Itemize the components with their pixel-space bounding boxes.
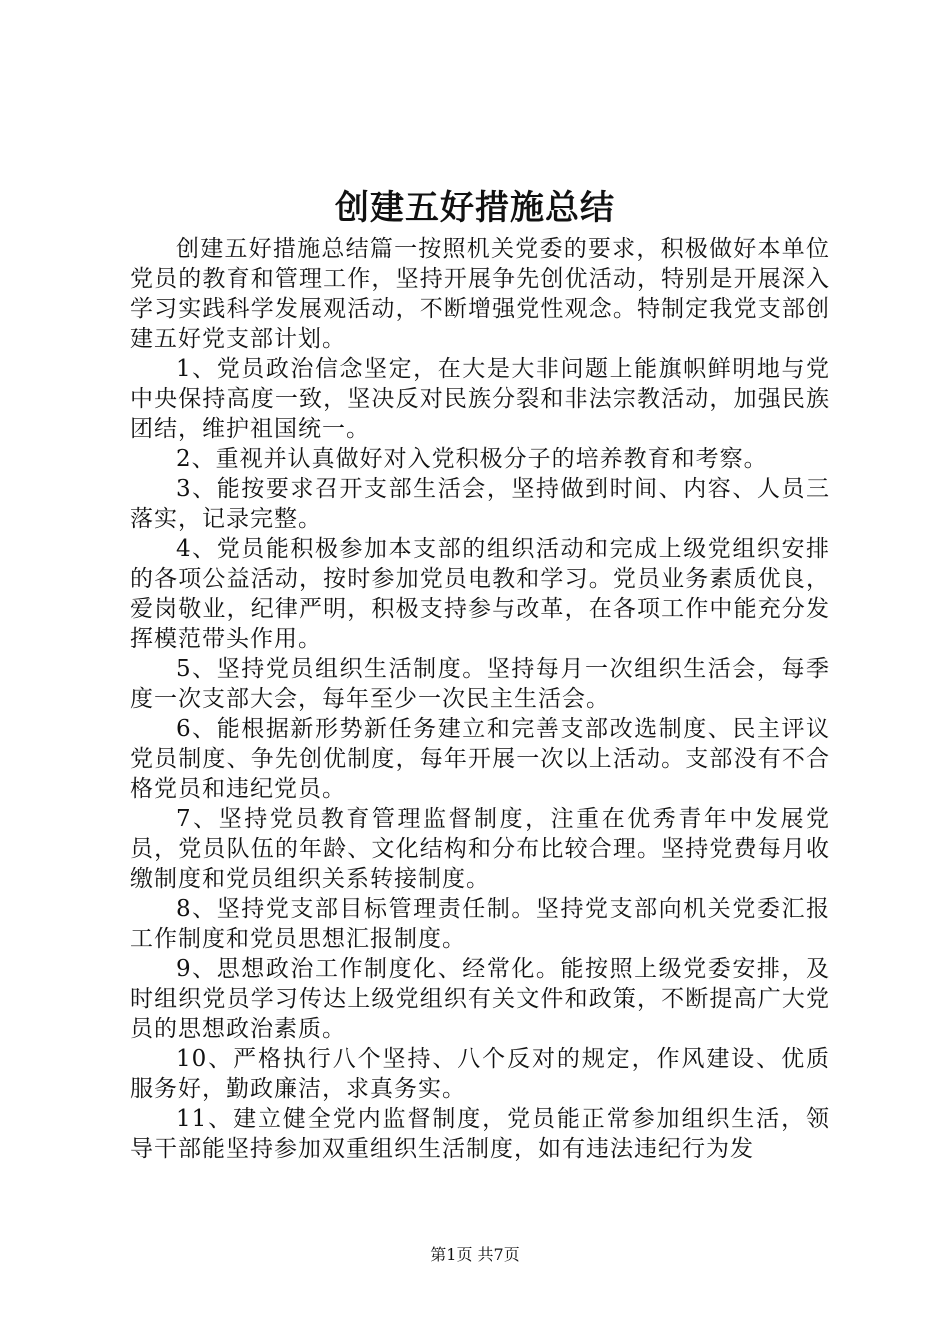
document-body bbox=[130, 234, 830, 1164]
paragraph-item-8: 8、坚持党支部目标管理责任制。坚持党支部向机关党委汇报工作制度和党员思想汇报制度。 bbox=[130, 896, 830, 952]
paragraph-item-3: 3、能按要求召开支部生活会，坚持做到时间、内容、人员三落实，记录完整。 bbox=[130, 476, 830, 532]
paragraph-item-6: 6、能根据新形势新任务建立和完善支部改选制度、民主评议党员制度、争先创优制度，每年开展一次以上活动。支部没有不合格党员和违纪党员。 bbox=[130, 716, 830, 802]
paragraph-item-5: 5、坚持党员组织生活制度。坚持每月一次组织生活会，每季度一次支部大会，每年至少一次民主生活会。 bbox=[130, 656, 830, 712]
paragraph-item-1: 1、党员政治信念坚定，在大是大非问题上能旗帜鲜明地与党中央保持高度一致，坚决反对民族分裂和非法宗教活动，加强民族团结，维护祖国统一。 bbox=[130, 356, 830, 442]
paragraph-item-10: 10、严格执行八个坚持、八个反对的规定，作风建设、优质服务好，勤政廉洁，求真务实。 bbox=[130, 1046, 830, 1102]
document-title: 创建五好措施总结 bbox=[335, 188, 615, 228]
paragraph-item-4: 4、党员能积极参加本支部的组织活动和完成上级党组织安排的各项公益活动，按时参加党员电教和学习。党员业务素质优良，爱岗敬业，纪律严明，积极支持参与改革，在各项工作中能充分发挥模范带头作用。 bbox=[130, 536, 830, 652]
page-number-footer: 第1页 共7页 bbox=[430, 1245, 520, 1264]
paragraph-item-9: 9、思想政治工作制度化、经常化。能按照上级党委安排，及时组织党员学习传达上级党组织有关文件和政策，不断提高广大党员的思想政治素质。 bbox=[130, 956, 830, 1042]
paragraph-item-7: 7、坚持党员教育管理监督制度，注重在优秀青年中发展党员，党员队伍的年龄、文化结构和分布比较合理。坚持党费每月收缴制度和党员组织关系转接制度。 bbox=[130, 806, 830, 892]
paragraph-item-2: 2、重视并认真做好对入党积极分子的培养教育和考察。 bbox=[176, 446, 768, 472]
paragraph-intro: 创建五好措施总结篇一按照机关党委的要求，积极做好本单位党员的教育和管理工作，坚持开展争先创优活动，特别是开展深入学习实践科学发展观活动，不断增强党性观念。特制定我党支部创建五好党支部计划。 bbox=[130, 236, 830, 352]
paragraph-item-11: 11、建立健全党内监督制度，党员能正常参加组织生活，领导干部能坚持参加双重组织生活制度，如有违法违纪行为发 bbox=[130, 1106, 830, 1162]
